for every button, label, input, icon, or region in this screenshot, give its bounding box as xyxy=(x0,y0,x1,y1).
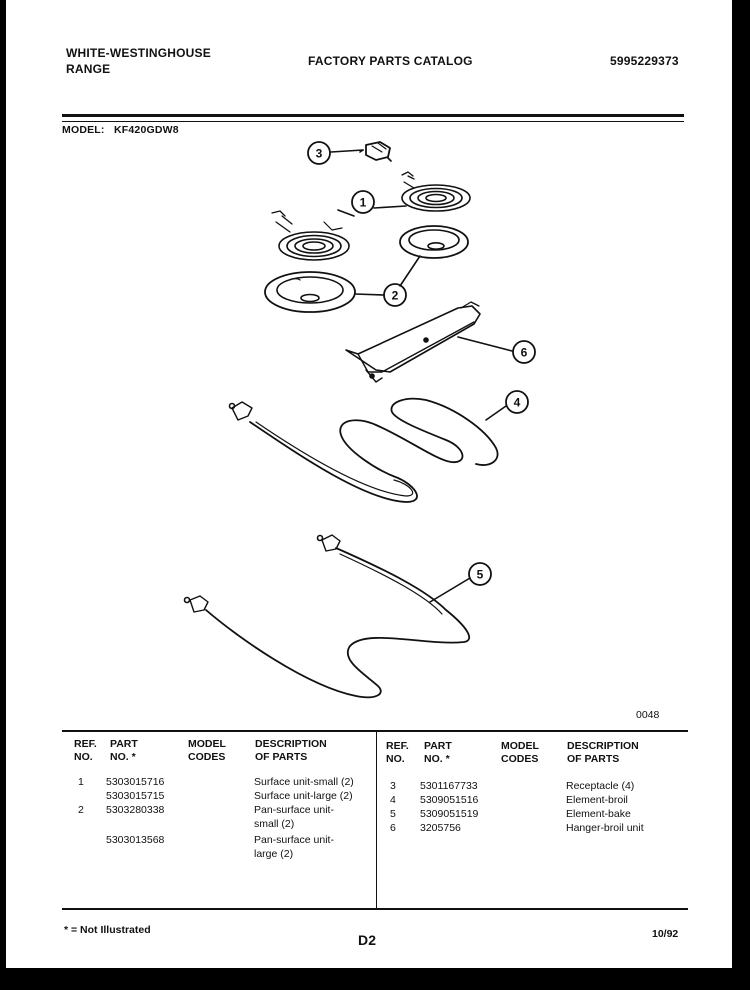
row-part: 3205756 xyxy=(420,822,461,834)
callout-3 xyxy=(308,142,330,164)
row-ref: 6 xyxy=(390,822,396,834)
row-desc: Receptacle (4) xyxy=(566,780,635,792)
header-model-1-right: MODEL xyxy=(501,740,539,752)
callout-leader-6 xyxy=(458,337,512,351)
header-ref-2-right: NO. xyxy=(386,753,405,765)
header-desc-2: OF PARTS xyxy=(255,751,308,763)
row-part: 5303013568 xyxy=(106,834,165,846)
row-desc: Pan-surface unit- xyxy=(254,804,334,816)
table-bottom-rule xyxy=(62,908,688,910)
callout-1 xyxy=(352,191,374,213)
row-desc: Surface unit-small (2) xyxy=(254,776,354,788)
header-ref-2: NO. xyxy=(74,751,93,763)
callout-6-label: 6 xyxy=(520,345,528,360)
row-part: 5303280338 xyxy=(106,804,165,816)
header-rule-thick xyxy=(62,114,684,117)
header-part-1: PART xyxy=(110,738,138,750)
header-ref-1-right: REF. xyxy=(386,740,409,752)
header-part-2: NO. * xyxy=(110,751,136,763)
footnote: * = Not Illustrated xyxy=(64,924,151,936)
catalog-title: FACTORY PARTS CATALOG xyxy=(308,54,473,68)
parts-catalog-page xyxy=(6,0,732,968)
header-part-1-right: PART xyxy=(424,740,452,752)
row-ref: 2 xyxy=(78,804,84,816)
callout-2-label: 2 xyxy=(391,288,399,303)
catalog-number: 5995229373 xyxy=(610,54,679,68)
row-part: 5309051516 xyxy=(420,794,479,806)
row-desc: Pan-surface unit- xyxy=(254,834,334,846)
header-desc-1: DESCRIPTION xyxy=(255,738,327,750)
header-desc-1-right: DESCRIPTION xyxy=(567,740,639,752)
model-value: KF420GDW8 xyxy=(114,124,179,136)
row-desc: Element-broil xyxy=(566,794,628,806)
callout-4 xyxy=(506,391,528,413)
surface-unit-large xyxy=(402,172,470,211)
callout-1-label: 1 xyxy=(359,195,367,210)
row-desc: large (2) xyxy=(254,848,294,860)
surface-unit-small xyxy=(272,211,349,260)
callout-4-label: 4 xyxy=(513,395,521,410)
broil-element xyxy=(230,399,498,502)
callout-6 xyxy=(513,341,535,363)
table-top-rule xyxy=(62,730,688,732)
table-divider xyxy=(376,732,377,910)
row-part: 5301167733 xyxy=(420,780,478,792)
row-ref: 3 xyxy=(390,780,396,792)
callout-5-label: 5 xyxy=(476,567,484,582)
callout-5 xyxy=(469,563,491,585)
header-rule-thin xyxy=(62,121,684,122)
brand-line2: RANGE xyxy=(66,62,111,76)
callout-leader-1b xyxy=(374,206,406,208)
row-desc: Hanger-broil unit xyxy=(566,822,644,834)
row-desc: Element-bake xyxy=(566,808,631,820)
row-part: 5303015716 xyxy=(106,776,165,788)
drip-pan-right xyxy=(400,226,468,258)
exploded-parts-diagram xyxy=(6,130,732,710)
row-part: 5303015715 xyxy=(106,790,165,802)
header-ref-1: REF. xyxy=(74,738,97,750)
row-ref: 5 xyxy=(390,808,396,820)
header-desc-2-right: OF PARTS xyxy=(567,753,620,765)
callout-leader-3 xyxy=(331,150,363,152)
page-number: D2 xyxy=(358,932,377,948)
callout-leader-4 xyxy=(486,406,506,420)
callout-leader-2a xyxy=(355,294,384,295)
bake-element xyxy=(185,535,470,697)
drip-pan-left xyxy=(265,272,355,312)
figure-code: 0048 xyxy=(636,709,660,721)
receptacle-part xyxy=(360,142,391,161)
row-desc: Surface unit-large (2) xyxy=(254,790,353,802)
header-model-1: MODEL xyxy=(188,738,226,750)
row-ref: 1 xyxy=(78,776,84,788)
row-desc: small (2) xyxy=(254,818,295,830)
callout-leader-2b xyxy=(400,256,420,286)
callout-2 xyxy=(384,284,406,306)
row-part: 5309051519 xyxy=(420,808,479,820)
revision-date: 10/92 xyxy=(652,928,679,940)
model-label: MODEL: xyxy=(62,124,105,136)
callout-leader-5 xyxy=(430,578,470,602)
header-model-2-right: CODES xyxy=(501,753,539,765)
callout-3-label: 3 xyxy=(315,146,323,161)
broil-hanger xyxy=(346,302,480,382)
row-ref: 4 xyxy=(390,794,396,806)
callout-leader-1a xyxy=(338,210,354,216)
header-model-2: CODES xyxy=(188,751,226,763)
header-part-2-right: NO. * xyxy=(424,753,450,765)
brand-line1: WHITE-WESTINGHOUSE xyxy=(66,46,211,60)
